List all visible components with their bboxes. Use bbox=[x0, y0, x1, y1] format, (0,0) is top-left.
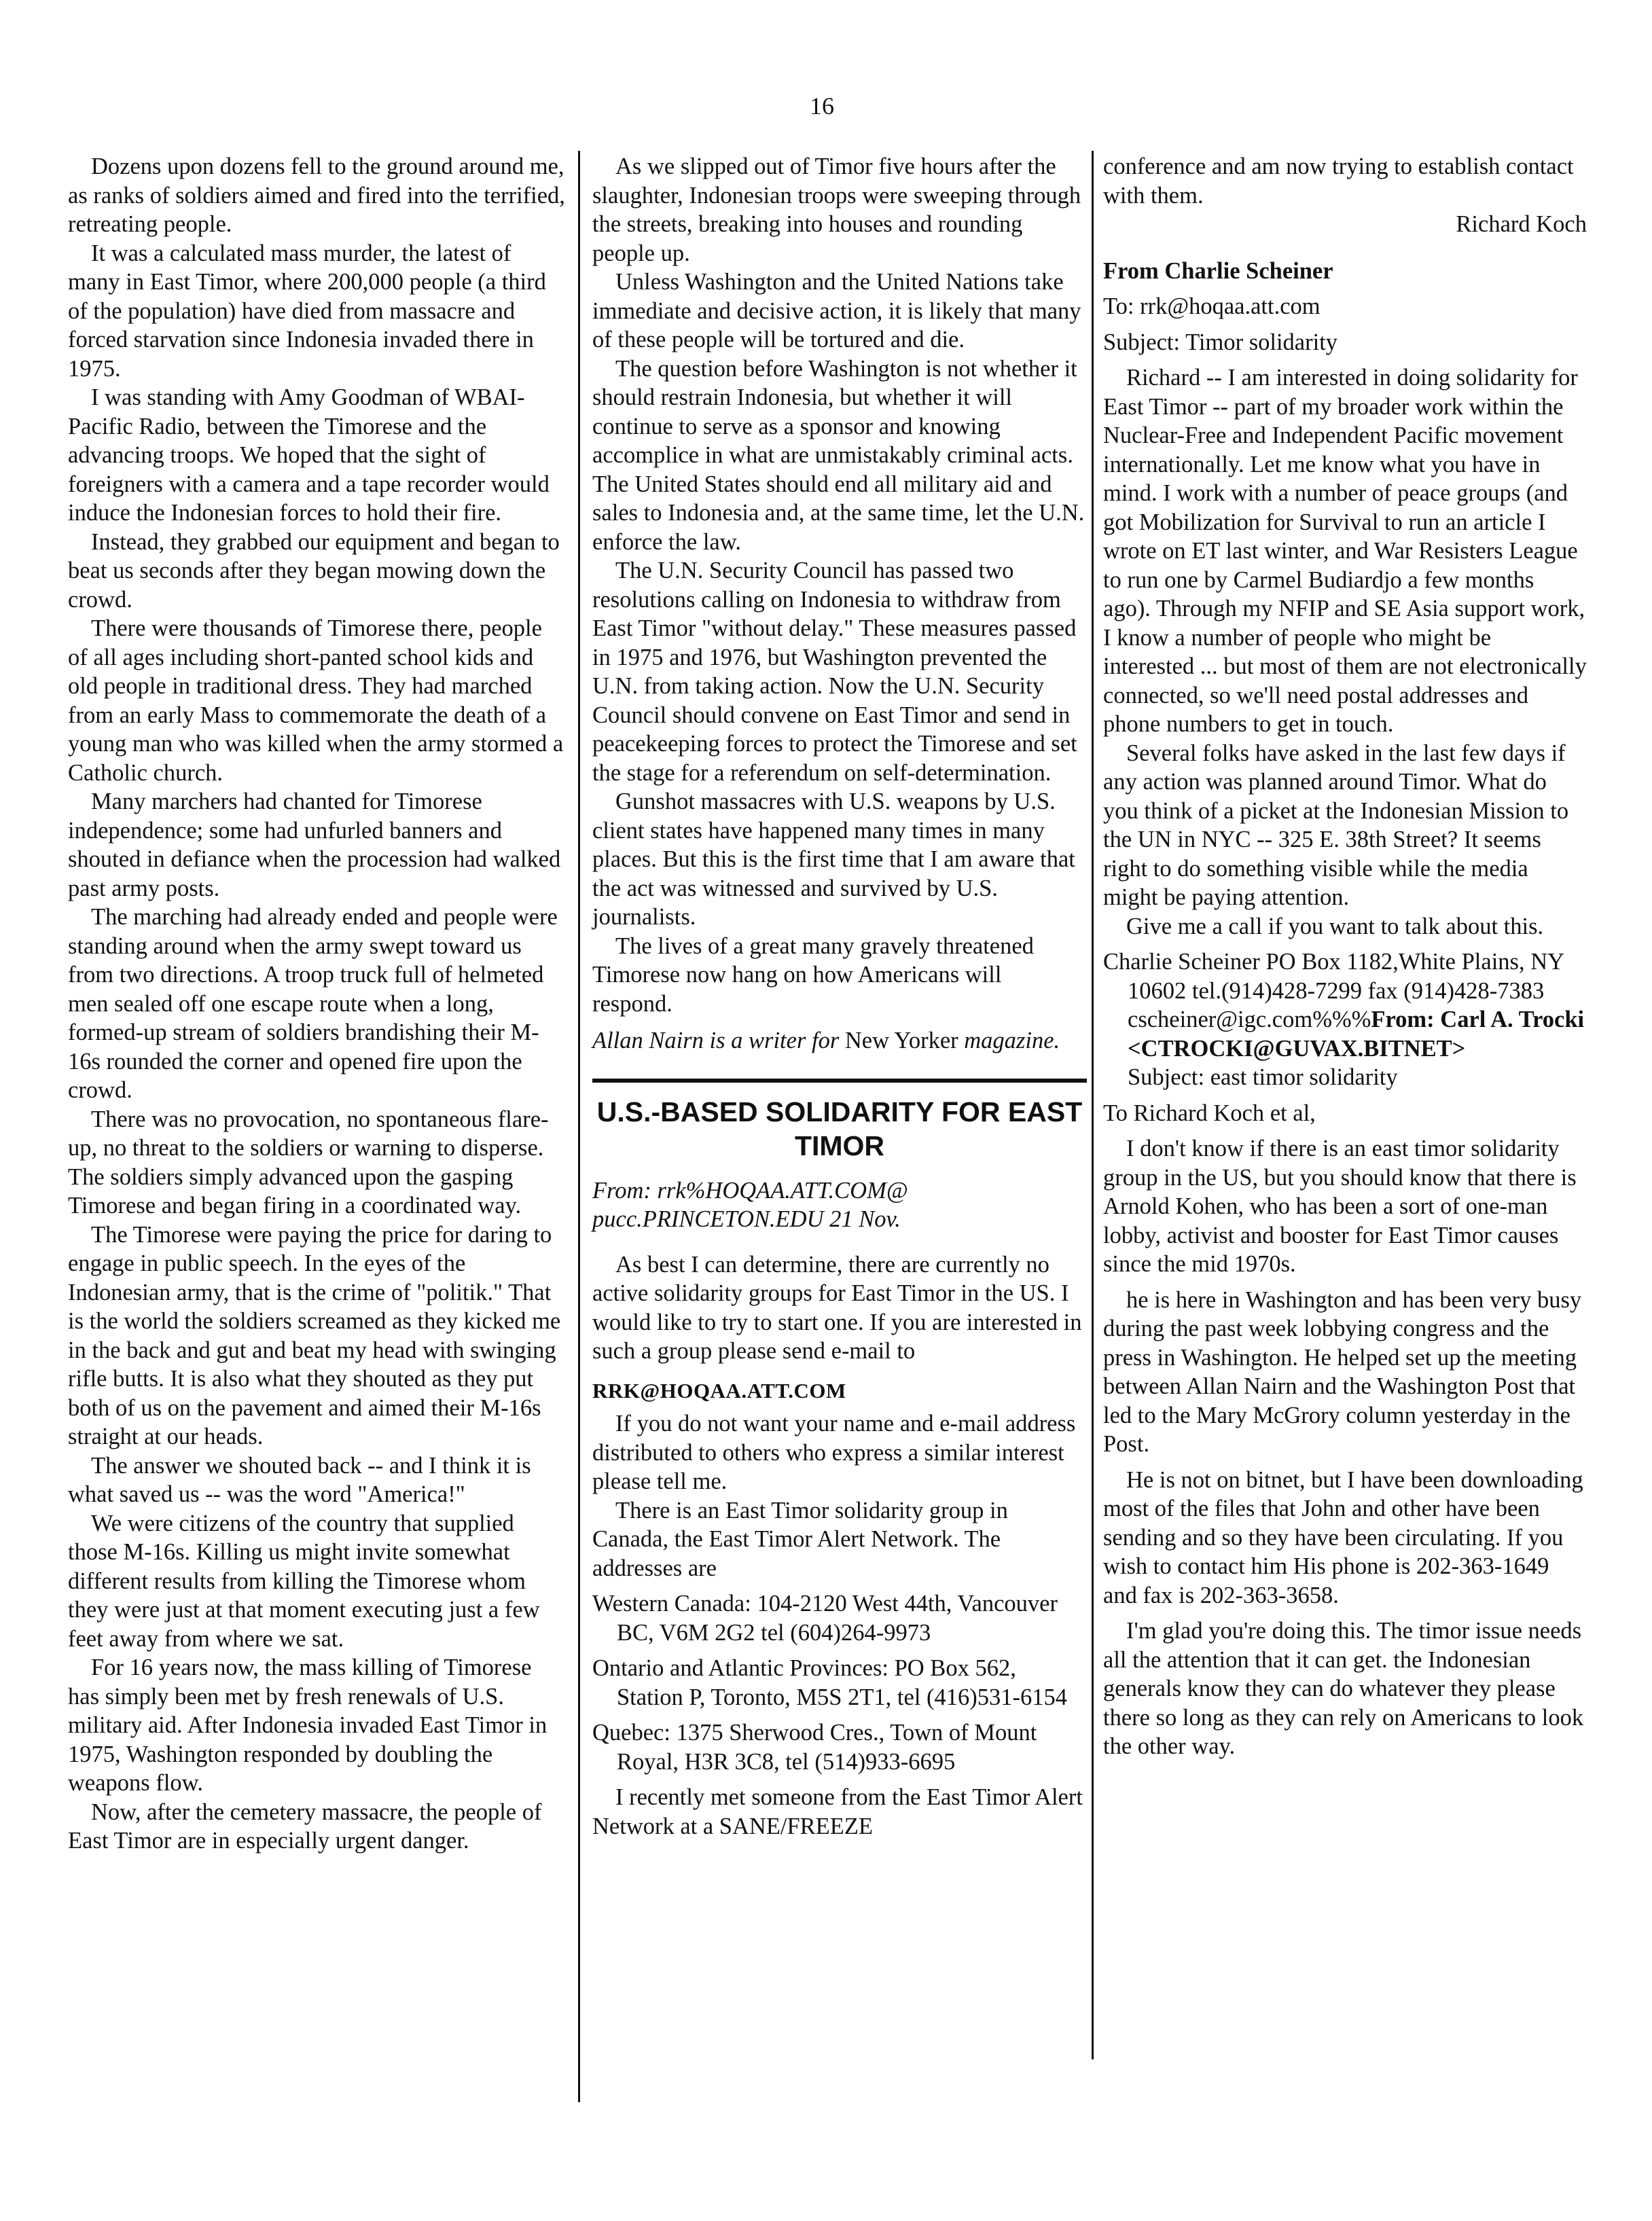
page-number: 16 bbox=[810, 92, 834, 120]
column-1 bbox=[68, 152, 567, 1856]
byline-text: magazine. bbox=[958, 1028, 1060, 1053]
letter-continuation: conference and am now trying to establish contact with them. bbox=[1103, 154, 1574, 209]
email-from-line: From: rrk%HOQAA.ATT.COM@ pucc.PRINCETON.EDU 21 Nov. bbox=[592, 1177, 908, 1232]
letter-paragraph: There is an East Timor solidarity group in Canada, the East Timor Alert Network. The addresses are bbox=[592, 1497, 1008, 1581]
column-2 bbox=[592, 152, 1087, 1841]
article-paragraph: For 16 years now, the mass killing of Timorese has simply been met by fresh renewals of U.S. military aid. After Indonesia invaded East Timor in 1975, Washington responded by doubling the weapons flow. bbox=[68, 1655, 547, 1796]
letter-signature: Richard Koch bbox=[1456, 211, 1587, 237]
article-paragraph: The marching had already ended and people were standing around when the army swept toward us from two directions. A troop truck full of helmeted men sealed off one escape route when a long, formed-up stream of soldiers brandishing their M-16s rounded the corner and opened fire upon the crowd. bbox=[68, 904, 558, 1103]
letter-paragraph: I recently met someone from the East Timor Alert Network at a SANE/FREEZE bbox=[592, 1784, 1083, 1839]
article-paragraph: Gunshot massacres with U.S. weapons by U.S. client states have happened many times in many places. But this is the first time that I am aware that the act was witnessed and survived by U.S. journalists. bbox=[592, 789, 1075, 930]
contact-email: cscheiner@igc.com%%% bbox=[1128, 1007, 1371, 1032]
email-subject-line: Subject: east timor solidarity bbox=[1128, 1064, 1398, 1090]
article-paragraph: The lives of a great many gravely threatened Timorese now hang on how Americans will respond. bbox=[592, 933, 1034, 1017]
article-paragraph: Now, after the cemetery massacre, the people of East Timor are in especially urgent danger. bbox=[68, 1799, 542, 1854]
article-paragraph: The question before Washington is not whether it should restrain Indonesia, but whether it will continue to serve as a sponsor and knowing accomplice in what are unmistakably criminal acts. The United States should end all military aid and sales to Indonesia and, at the same time, let the U.N. enforce the law. bbox=[592, 355, 1085, 555]
byline-publication: New Yorker bbox=[844, 1028, 958, 1053]
address-entry: Quebec: 1375 Sherwood Cres., Town of Mount Royal, H3R 3C8, tel (514)933-6695 bbox=[592, 1720, 1037, 1775]
article-paragraph: As we slipped out of Timor five hours after the slaughter, Indonesian troops were sweeping through the streets, breaking into houses and rounding people up. bbox=[592, 154, 1081, 266]
letter-paragraph: I don't know if there is an east timor solidarity group in the US, but you should know that there is Arnold Kohen, who has been a sort of one-man lobby, activist and booster for East Timor causes since the mid 1970s. bbox=[1103, 1136, 1577, 1277]
section-heading: U.S.-BASED SOLIDARITY FOR EAST TIMOR bbox=[592, 1079, 1087, 1163]
article-paragraph: We were citizens of the country that supplied those M-16s. Killing us might invite somewhat different results from killing the Timorese whom they were just at that moment executing just a few feet away from where we sat. bbox=[68, 1510, 540, 1652]
letter-salutation: To Richard Koch et al, bbox=[1103, 1100, 1316, 1126]
letter-paragraph: If you do not want your name and e-mail address distributed to others who express a similar interest please tell me. bbox=[592, 1411, 1076, 1494]
contact-email: RRK@HOQAA.ATT.COM bbox=[592, 1378, 846, 1403]
article-paragraph: It was a calculated mass murder, the latest of many in East Timor, where 200,000 people (a third of the population) have died from massacre and forced starvation since Indonesia invaded there in 1975. bbox=[68, 240, 546, 382]
column-rule-right bbox=[1092, 151, 1094, 2059]
author-byline bbox=[592, 1026, 1087, 1055]
letter-paragraph: Several folks have asked in the last few days if any action was planned around Timor. What do you think of a picket at the Indonesian Mission to the UN in NYC -- 325 E. 38th Street? It seems right to do something visible while the media might be paying attention. bbox=[1103, 740, 1569, 910]
article-paragraph: Many marchers had chanted for Timorese independence; some had unfurled banners and shouted in defiance when the procession had walked past army posts. bbox=[68, 789, 561, 901]
letter-paragraph: he is here in Washington and has been very busy during the past week lobbying congress and the press in Washington. He helped set up the meeting between Allan Nairn and the Washington Post that led to the Mary McGrory column yesterday in the Post. bbox=[1103, 1286, 1582, 1457]
article-paragraph: The answer we shouted back -- and I think it is what saved us -- was the word "America!" bbox=[68, 1452, 531, 1507]
letter-paragraph: Richard -- I am interested in doing solidarity for East Timor -- part of my broader work within the Nuclear-Free and Independent Pacific movement internationally. Let me know what you have in mind. I work with a number of peace groups (and got Mobilization for Survival to run an article I wrote on ET last winter, and War Resisters League to run one by Carmel Budiardjo a few months ago). Through my NFIP and SE Asia support work, I know a number of people who might be interested ... but most of them are not electronically connected, so we'll need postal addresses and phone numbers to get in touch. bbox=[1103, 365, 1587, 737]
letter-paragraph: He is not on bitnet, but I have been downloading most of the files that John and other have been sending and so they have been circulating. If you wish to contact him His phone is 202-363-1649 and fax is 202-363-3658. bbox=[1103, 1466, 1583, 1608]
article-paragraph: Instead, they grabbed our equipment and began to beat us seconds after they began mowing down the crowd. bbox=[68, 528, 560, 613]
email-from-line: From: Carl A. Trocki <CTROCKI@GUVAX.BITNET> bbox=[1128, 1007, 1585, 1062]
byline-text: Allan Nairn is a writer for bbox=[592, 1028, 845, 1053]
email-to-line: To: rrk@hoqaa.att.com bbox=[1103, 293, 1321, 319]
letter-paragraph: As best I can determine, there are currently no active solidarity groups for East Timor in the US. I would like to try to start one. If you are interested in such a group please send e-mail to bbox=[592, 1251, 1082, 1364]
column-rule-left bbox=[578, 151, 580, 2102]
address-entry: Ontario and Atlantic Provinces: PO Box 562, Station P, Toronto, M5S 2T1, tel (416)531-6154 bbox=[592, 1655, 1067, 1710]
column-3 bbox=[1103, 152, 1587, 1761]
letter-paragraph: I'm glad you're doing this. The timor issue needs all the attention that it can get. the Indonesian generals know they can do whatever they please there so long as they can rely on Americans to look the other way. bbox=[1103, 1618, 1584, 1759]
contact-block: Charlie Scheiner PO Box 1182,White Plains, NY 10602 tel.(914)428-7299 fax (914)428-7383 bbox=[1103, 949, 1564, 1004]
article-paragraph: Dozens upon dozens fell to the ground around me, as ranks of soldiers aimed and fired into the terrified, retreating people. bbox=[68, 154, 565, 237]
article-paragraph: The Timorese were paying the price for daring to engage in public speech. In the eyes of the Indonesian army, that is the crime of "politik." That is the world the soldiers screamed as they kicked me in the back and gut and beat my head with swinging rifle butts. It is also what they shouted as they put both of us on the pavement and aimed their M-16s straight at our heads. bbox=[68, 1221, 561, 1449]
letter-paragraph: Give me a call if you want to talk about this. bbox=[1126, 913, 1544, 939]
address-entry: Western Canada: 104-2120 West 44th, Vancouver BC, V6M 2G2 tel (604)264-9973 bbox=[592, 1591, 1058, 1646]
email-header-run bbox=[1103, 1005, 1587, 1063]
email-subject-line: Subject: Timor solidarity bbox=[1103, 329, 1338, 355]
article-paragraph: There were thousands of Timorese there, people of all ages including short-panted school kids and old people in traditional dress. They had marched from an early Mass to commemorate the death of a young man who was killed when the army stormed a Catholic church. bbox=[68, 615, 564, 786]
article-paragraph: There was no provocation, no spontaneous flare-up, no threat to the soldiers or warning to disperse. The soldiers simply advanced upon the gasping Timorese and began firing in a coordinated way. bbox=[68, 1106, 549, 1218]
article-paragraph: Unless Washington and the United Nations take immediate and decisive action, it is likely that many of these people will be tortured and die. bbox=[592, 269, 1081, 353]
article-paragraph: I was standing with Amy Goodman of WBAI-Pacific Radio, between the Timorese and the advancing troops. We hoped that the sight of foreigners with a camera and a tape recorder would induce the Indonesian forces to hold their fire. bbox=[68, 384, 550, 526]
article-paragraph: The U.N. Security Council has passed two resolutions calling on Indonesia to withdraw from East Timor "without delay." These measures passed in 1975 and 1976, but Washington prevented the U.N. from taking action. Now the U.N. Security Council should convene on East Timor and send in peacekeeping forces to protect the Timorese and set the stage for a referendum on self-determination. bbox=[592, 558, 1077, 786]
letter-heading: From Charlie Scheiner bbox=[1103, 257, 1333, 284]
